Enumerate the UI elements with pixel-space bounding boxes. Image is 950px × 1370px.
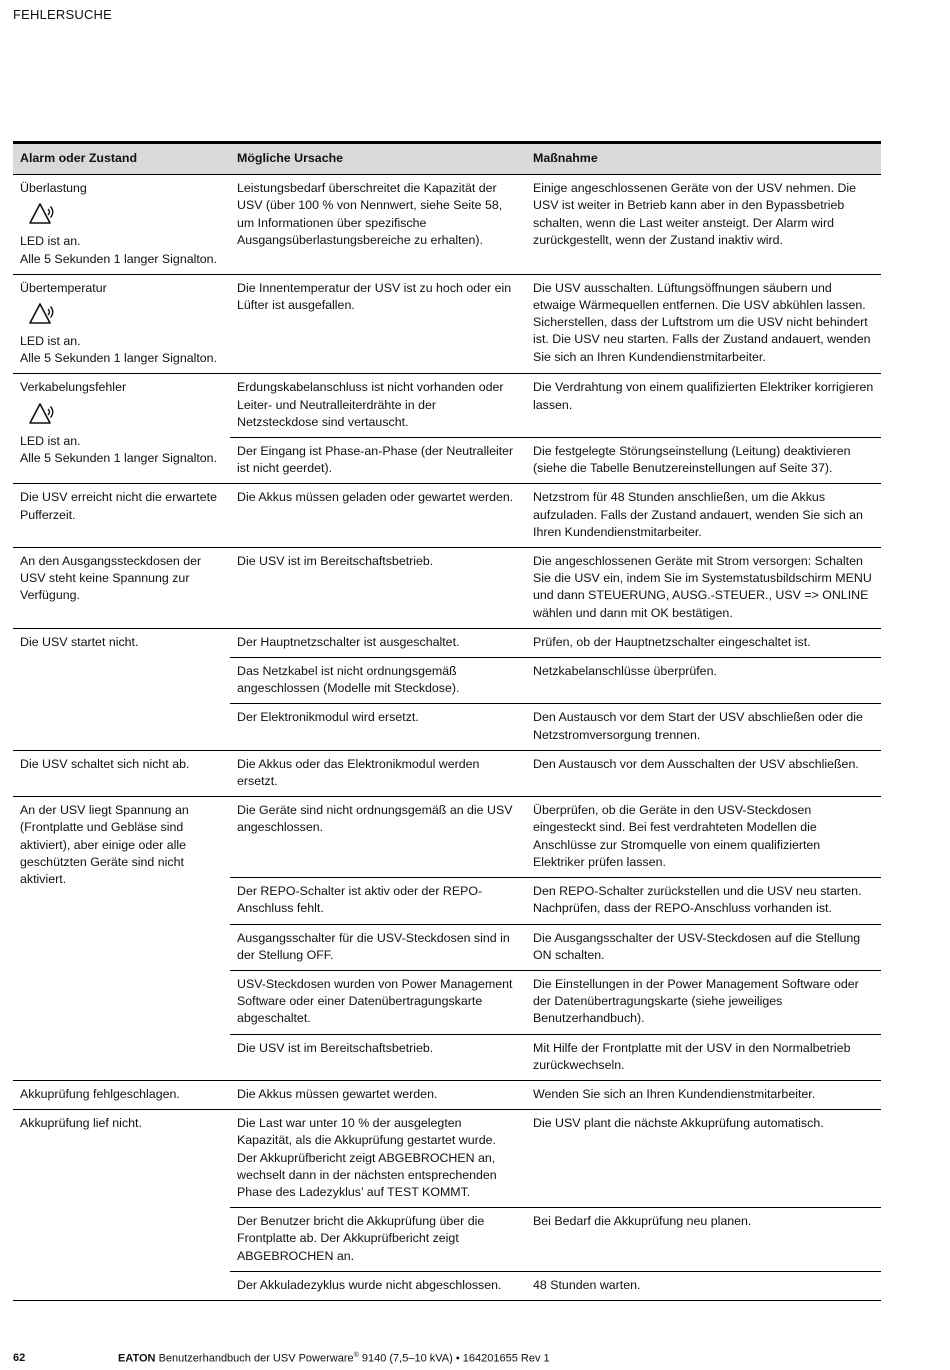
action-cell: Die angeschlossenen Geräte mit Strom versorgen: Schalten Sie die USV ein, indem Sie im Systemstatusbildschirm MENU und dann STEUERUNG, AUSG.-STEUER., USV => ONLINE wählen und dann mit OK bestätigen. xyxy=(526,548,881,629)
table-row xyxy=(13,484,881,548)
condition-cell xyxy=(13,274,230,374)
cause-cell: Die Geräte sind nicht ordnungsgemäß an die USV angeschlossen. xyxy=(230,797,526,878)
alarm-triangle-sound-icon xyxy=(28,401,58,427)
action-cell: Mit Hilfe der Frontplatte mit der USV in den Normalbetrieb zurückwechseln. xyxy=(526,1034,881,1080)
condition-cell xyxy=(13,1110,230,1301)
cause-cell: Leistungsbedarf überschreitet die Kapazität der USV (über 100 % von Nennwert, siehe Seite 58, um Informationen über spezifische Ausgangsüberlastungsbereiche zu erhalten). xyxy=(230,175,526,275)
cause-cell: Die Innentemperatur der USV ist zu hoch oder ein Lüfter ist ausgefallen. xyxy=(230,274,526,374)
action-cell: Die festgelegte Störungseinstellung (Leitung) deaktivieren (siehe die Tabelle Benutzereinstellungen auf Seite 37). xyxy=(526,438,881,484)
page-number: 62 xyxy=(13,1352,26,1364)
cause-cell: Die Akkus müssen geladen oder gewartet werden. xyxy=(230,484,526,548)
table-row xyxy=(13,274,881,374)
led-status-text: LED ist an. xyxy=(20,234,81,249)
condition-cell xyxy=(13,797,230,1081)
condition-text: Akkuprüfung fehlgeschlagen. xyxy=(20,1086,180,1101)
footer-title: Benutzerhandbuch der USV Powerware xyxy=(158,1352,354,1365)
cause-cell: Die Akkus oder das Elektronikmodul werden ersetzt. xyxy=(230,750,526,796)
condition-cell xyxy=(13,750,230,796)
footer-document-info xyxy=(118,1352,718,1365)
condition-text: Übertemperatur xyxy=(20,280,107,295)
cause-cell: Der Elektronikmodul wird ersetzt. xyxy=(230,704,526,750)
cause-cell: Die Akkus müssen gewartet werden. xyxy=(230,1080,526,1109)
alarm-triangle-sound-icon xyxy=(28,201,58,227)
action-cell: Überprüfen, ob die Geräte in den USV-Steckdosen eingesteckt sind. Bei fest verdrahteten Modellen die Anschlüsse zur Stromquelle von einem qualifizierten Elektriker prüfen lassen. xyxy=(526,797,881,878)
table-row xyxy=(13,548,881,629)
action-cell: Wenden Sie sich an Ihren Kundendienstmitarbeiter. xyxy=(526,1080,881,1109)
table-body xyxy=(13,175,881,1301)
troubleshooting-table-wrapper xyxy=(13,141,881,1301)
table-row xyxy=(13,374,881,438)
cause-cell: Erdungskabelanschluss ist nicht vorhanden oder Leiter- und Neutralleiterdrähte in der Netzsteckdose sind vertauscht. xyxy=(230,374,526,438)
signal-tone-text: Alle 5 Sekunden 1 langer Signalton. xyxy=(20,450,218,465)
column-header-condition: Alarm oder Zustand xyxy=(13,144,230,175)
action-cell: Die Ausgangsschalter der USV-Steckdosen auf die Stellung ON schalten. xyxy=(526,924,881,970)
action-cell: Netzkabelanschlüsse überprüfen. xyxy=(526,658,881,704)
action-cell: Die USV plant die nächste Akkuprüfung automatisch. xyxy=(526,1110,881,1208)
table-row xyxy=(13,175,881,275)
cause-cell: Der Hauptnetzschalter ist ausgeschaltet. xyxy=(230,628,526,657)
alarm-triangle-sound-icon xyxy=(28,301,58,327)
condition-cell xyxy=(13,628,230,750)
action-cell: Die USV ausschalten. Lüftungsöffnungen säubern und etwaige Wärmequellen entfernen. Die USV abkühlen lassen. Sicherstellen, dass der Luftstrom um die USV nicht behindert ist. Die USV neu starten. Falls der Zustand andauert, wenden Sie sich an Ihren Kundendienstmitarbeiter. xyxy=(526,274,881,374)
cause-cell: USV-Steckdosen wurden von Power Management Software oder einer Datenübertragungskarte abgeschaltet. xyxy=(230,970,526,1034)
cause-cell: Der Benutzer bricht die Akkuprüfung über die Frontplatte ab. Der Akkuprüfbericht zeigt ABGEBROCHEN an. xyxy=(230,1208,526,1272)
action-cell: Einige angeschlossenen Geräte von der USV nehmen. Die USV ist weiter in Betrieb kann aber in den Bypassbetrieb schalten, wenn die Last weiter ansteigt. Der Alarm wird zurückgestellt, wenn der Zustand inaktiv wird. xyxy=(526,175,881,275)
led-status-text: LED ist an. xyxy=(20,433,81,448)
cause-cell: Der Eingang ist Phase-an-Phase (der Neutralleiter ist nicht geerdet). xyxy=(230,438,526,484)
action-cell: Die Einstellungen in der Power Management Software oder der Datenübertragungskarte (siehe jeweiliges Benutzerhandbuch). xyxy=(526,970,881,1034)
table-row xyxy=(13,750,881,796)
condition-text: Verkabelungsfehler xyxy=(20,380,127,395)
condition-text: Akkuprüfung lief nicht. xyxy=(20,1116,142,1131)
column-header-action: Maßnahme xyxy=(526,144,881,175)
cause-cell: Das Netzkabel ist nicht ordnungsgemäß angeschlossen (Modelle mit Steckdose). xyxy=(230,658,526,704)
condition-text: Die USV erreicht nicht die erwartete Pufferzeit. xyxy=(20,490,217,522)
condition-text: Überlastung xyxy=(20,181,87,196)
cause-cell: Die Last war unter 10 % der ausgelegten Kapazität, als die Akkuprüfung gestartet wurde. Der Akkuprüfbericht zeigt ABGEBROCHEN an, wechselt dann in der nächsten entsprechenden Phase des Ladezyklus’ auf TEST KOMMT. xyxy=(230,1110,526,1208)
action-cell: Den Austausch vor dem Ausschalten der USV abschließen. xyxy=(526,750,881,796)
signal-tone-text: Alle 5 Sekunden 1 langer Signalton. xyxy=(20,251,218,266)
table-row xyxy=(13,628,881,657)
condition-text: An der USV liegt Spannung an (Frontplatte und Gebläse sind aktiviert), aber einige oder alle geschützten Geräte sind nicht aktiviert. xyxy=(20,803,189,887)
cause-cell: Der Akkuladezyklus wurde nicht abgeschlossen. xyxy=(230,1271,526,1300)
cause-cell: Die USV ist im Bereitschaftsbetrieb. xyxy=(230,548,526,629)
cause-cell: Die USV ist im Bereitschaftsbetrieb. xyxy=(230,1034,526,1080)
condition-text: Die USV startet nicht. xyxy=(20,634,139,649)
condition-cell xyxy=(13,548,230,629)
condition-cell xyxy=(13,484,230,548)
footer-model: 9140 (7,5–10 kVA) xyxy=(361,1352,453,1365)
condition-cell xyxy=(13,374,230,484)
footer-brand: EATON xyxy=(118,1352,156,1365)
action-cell: Bei Bedarf die Akkuprüfung neu planen. xyxy=(526,1208,881,1272)
condition-cell xyxy=(13,175,230,275)
condition-text: An den Ausgangssteckdosen der USV steht keine Spannung zur Verfügung. xyxy=(20,554,202,603)
action-cell: Netzstrom für 48 Stunden anschließen, um die Akkus aufzuladen. Falls der Zustand andauert, wenden Sie sich an Ihren Kundendienstmitarbeiter. xyxy=(526,484,881,548)
table-row xyxy=(13,1080,881,1109)
condition-text: Die USV schaltet sich nicht ab. xyxy=(20,756,190,771)
action-cell: Den REPO-Schalter zurückstellen und die USV neu starten. Nachprüfen, dass der REPO-Anschluss vorhanden ist. xyxy=(526,878,881,924)
footer-separator: • xyxy=(455,1352,460,1365)
table-header-row xyxy=(13,144,881,175)
section-title: FEHLERSUCHE xyxy=(13,7,112,22)
action-cell: Den Austausch vor dem Start der USV abschließen oder die Netzstromversorgung trennen. xyxy=(526,704,881,750)
table-row xyxy=(13,1110,881,1208)
cause-cell: Ausgangsschalter für die USV-Steckdosen sind in der Stellung OFF. xyxy=(230,924,526,970)
action-cell: Die Verdrahtung von einem qualifizierten Elektriker korrigieren lassen. xyxy=(526,374,881,438)
troubleshooting-table xyxy=(13,144,881,1301)
table-row xyxy=(13,797,881,878)
condition-cell xyxy=(13,1080,230,1109)
signal-tone-text: Alle 5 Sekunden 1 langer Signalton. xyxy=(20,351,218,366)
action-cell: Prüfen, ob der Hauptnetzschalter eingeschaltet ist. xyxy=(526,628,881,657)
footer-docno: 164201655 Rev 1 xyxy=(462,1352,550,1365)
column-header-cause: Mögliche Ursache xyxy=(230,144,526,175)
led-status-text: LED ist an. xyxy=(20,334,81,349)
cause-cell: Der REPO-Schalter ist aktiv oder der REPO-Anschluss fehlt. xyxy=(230,878,526,924)
footer-registered-mark: ® xyxy=(353,1352,359,1359)
action-cell: 48 Stunden warten. xyxy=(526,1271,881,1300)
